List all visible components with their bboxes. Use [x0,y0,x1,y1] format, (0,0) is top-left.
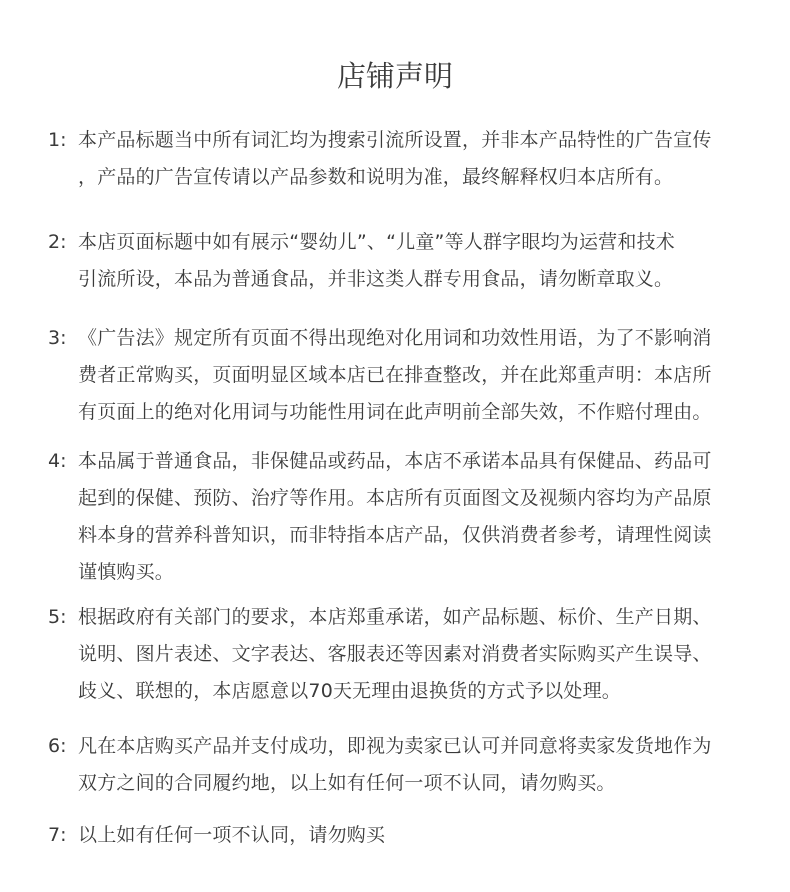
statement-item-1 [48,122,778,196]
item-text [78,728,778,802]
item-number: 3: [48,327,67,349]
item-line: 本店页面标题中如有展示“婴幼儿”、“儿童”等人群字眼均为运营和技术 [78,231,675,253]
statement-item-7 [48,817,778,854]
item-number: 2: [48,231,67,253]
statement-item-6 [48,728,778,802]
item-line: 歧义、联想的，本店愿意以70天无理由退换货的方式予以处理。 [78,680,621,702]
item-text [78,599,778,710]
item-line: 以上如有任何一项不认同，请勿购买 [78,824,386,846]
item-number: 4: [48,450,67,472]
item-line: 起到的保健、预防、治疗等作用。本店所有页面图文及视频内容均为产品原 [78,487,712,509]
item-line: 本产品标题当中所有词汇均为搜索引流所设置，并非本产品特性的广告宣传 [78,129,712,151]
item-line: 费者正常购买，页面明显区域本店已在排查整改，并在此郑重声明：本店所 [78,364,712,386]
item-number: 5: [48,606,67,628]
item-text [78,817,778,854]
item-text [78,122,778,196]
statement-item-2 [48,224,778,298]
page-title: 店铺声明 [336,59,453,93]
item-text [78,224,778,298]
item-line: 凡在本店购买产品并支付成功，即视为卖家已认可并同意将卖家发货地作为 [78,735,712,757]
statement-item-4 [48,443,778,591]
item-line: 谨慎购买。 [78,561,175,583]
item-line: 引流所设，本品为普通食品，并非这类人群专用食品，请勿断章取义。 [78,268,674,290]
item-text [78,443,778,591]
item-number: 7: [48,824,67,846]
item-line: ，产品的广告宣传请以产品参数和说明为准，最终解释权归本店所有。 [78,166,674,188]
item-line: 双方之间的合同履约地，以上如有任何一项不认同，请勿购买。 [78,772,616,794]
item-line: 本品属于普通食品，非保健品或药品，本店不承诺本品具有保健品、药品可 [78,450,712,472]
item-line: 料本身的营养科普知识，而非特指本店产品，仅供消费者参考，请理性阅读 [78,524,712,546]
item-number: 1: [48,129,67,151]
item-text [78,320,778,431]
statement-item-5 [48,599,778,710]
item-line: 说明、图片表述、文字表达、客服表还等因素对消费者实际购买产生误导、 [78,643,712,665]
item-line: 根据政府有关部门的要求，本店郑重承诺，如产品标题、标价、生产日期、 [78,606,712,628]
item-line: 有页面上的绝对化用词与功能性用词在此声明前全部失效，不作赔付理由。 [78,401,712,423]
item-number: 6: [48,735,67,757]
item-line: 《广告法》规定所有页面不得出现绝对化用词和功效性用语，为了不影响消 [78,327,712,349]
statement-item-3 [48,320,778,431]
